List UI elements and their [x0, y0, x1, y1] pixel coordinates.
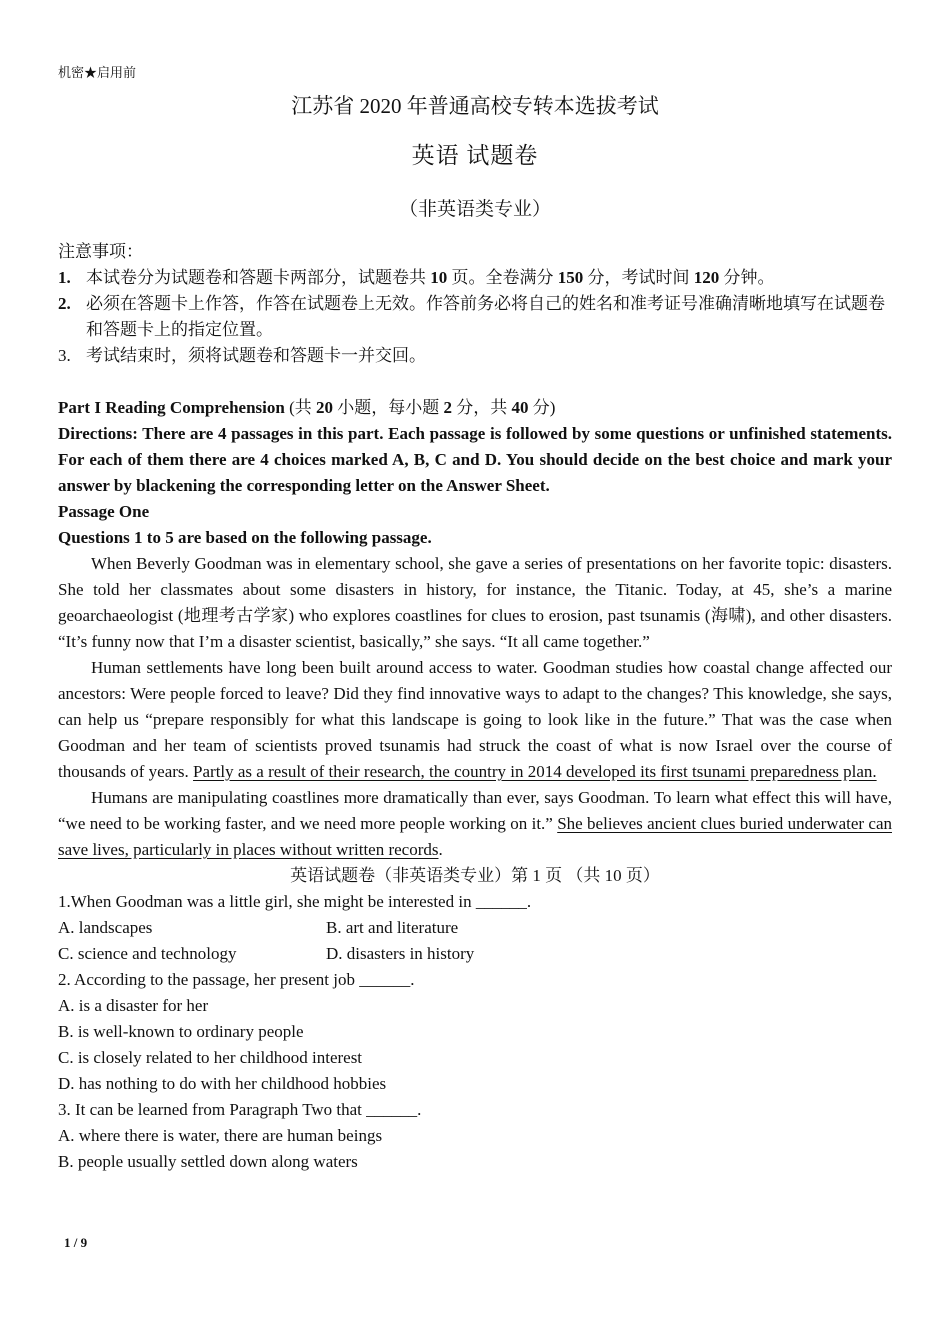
paragraph-text: Humans are manipulating coastlines more dramatically than ever, says Goodman. To learn what effect this will have, “we need to be working faster, and we need more people working on it.”: [58, 788, 892, 833]
notice-item-number: 3.: [58, 346, 71, 365]
option-d: D. disasters in history: [326, 944, 475, 963]
underlined-sentence: She believes ancient clues buried underwater can save lives, particularly in places without written records: [58, 814, 892, 859]
part1-points-each: 2: [443, 398, 453, 417]
page-footer: 英语试题卷（非英语类专业）第 1 页 （共 10 页）: [290, 866, 660, 885]
notice-item-text: 考试结束时，须将试题卷和答题卡一并交回。: [86, 346, 426, 365]
passage-label: Passage One: [58, 502, 150, 521]
notice-item-text: [86, 265, 892, 291]
part1-title-text: Part I Reading Comprehension: [58, 398, 285, 417]
option-c: C. is closely related to her childhood interest: [58, 1048, 363, 1067]
notice-heading: 注意事项：: [58, 242, 143, 261]
notice-page-count: 10: [430, 268, 448, 287]
notice-item-number: 2.: [58, 294, 71, 313]
notice-total-score: 150: [557, 268, 584, 287]
passage-paragraph-3: [58, 785, 892, 863]
notice-item-number: 1.: [58, 268, 71, 287]
option-c: C. science and technology: [58, 944, 237, 963]
paragraph-text: .: [438, 840, 443, 859]
passage-paragraph-2: [58, 655, 892, 785]
notice-item-text: 必须在答题卡上作答，作答在试题卷上无效。作答前务必将自己的姓名和准考证号准确清晰地填写在试题卷和答题卡上的指定位置。: [86, 294, 885, 339]
question-2: 2. According to the passage, her present job ______.: [58, 970, 415, 989]
spacer: [58, 369, 892, 395]
notice-text-fragment: 页。全卷满分: [447, 268, 558, 287]
options-row: [58, 941, 892, 967]
part1-title-fragment: (共: [284, 398, 317, 417]
underlined-sentence: Partly as a result of their research, the country in 2014 developed its first tsunami preparedness plan.: [193, 762, 877, 781]
option-b: B. is well-known to ordinary people: [58, 1022, 304, 1041]
option-b: B. people usually settled down along waters: [58, 1152, 358, 1171]
page-indicator: 1 / 9: [64, 1235, 88, 1250]
notice-item-1: [58, 265, 892, 291]
exam-title: 江苏省 2020 年普通高校专转本选拔考试: [291, 94, 659, 118]
exam-content: [58, 239, 892, 1175]
option-a: A. landscapes: [58, 918, 153, 937]
question-1: 1.When Goodman was a little girl, she might be interested in ______.: [58, 892, 532, 911]
passage-paragraph-1: When Beverly Goodman was in elementary school, she gave a series of presentations on her favorite topic: disasters. She told her classmates about some disasters in history, for instance, the Titanic. Today, at 45, she’s a marine geoarchaeologist (地理考古学家) who explores coastlines for clues to erosion, past tsunamis (海啸), and other disasters. “It’s funny now that I’m a disaster scientist, basically,” she says. “It all came together.”: [58, 554, 892, 651]
notice-item-2: [58, 291, 892, 343]
option-a: A. where there is water, there are human beings: [58, 1126, 383, 1145]
notice-text-fragment: 本试卷分为试题卷和答题卡两部分，试题卷共: [86, 268, 431, 287]
notice-exam-minutes: 120: [693, 268, 720, 287]
directions: Directions: There are 4 passages in this part. Each passage is followed by some questions or unfinished statements. For each of them there are 4 choices marked A, B, C and D. You should decide on the best choice and mark your answer by blackening the corresponding letter on the Answer Sheet.: [58, 424, 892, 495]
notice-item-3: [58, 343, 892, 369]
notice-text-fragment: 分，考试时间: [583, 268, 694, 287]
part1-total-points: 40: [511, 398, 529, 417]
notice-text-fragment: 分钟。: [719, 268, 775, 287]
part1-question-count: 20: [316, 398, 334, 417]
question-3: 3. It can be learned from Paragraph Two that ______.: [58, 1100, 422, 1119]
subject-title: 英语 试题卷: [411, 143, 539, 168]
questions-intro: Questions 1 to 5 are based on the following passage.: [58, 528, 432, 547]
option-b: B. art and literature: [326, 918, 459, 937]
part1-title: [58, 395, 892, 421]
option-a: A. is a disaster for her: [58, 996, 209, 1015]
part1-title-fragment: 小题，每小题: [333, 398, 444, 417]
paragraph-text: Human settlements have long been built around access to water. Goodman studies how coastal change affected our ancestors: Were people forced to leave? Did they find innovative ways to adapt to the changes? This knowledge, she says, can help us “prepare responsibly for what this landscape is going to look like in the future.” That was the case when Goodman and her team of scientists proved tsunamis had struck the coast of what is now Israel over the course of thousands of years.: [58, 658, 892, 781]
confidential-mark: 机密★启用前: [58, 65, 137, 80]
options-row: [58, 915, 892, 941]
part1-title-fragment: 分): [528, 398, 556, 417]
option-d: D. has nothing to do with her childhood hobbies: [58, 1074, 387, 1093]
category-subtitle: （非英语类专业）: [398, 199, 551, 220]
part1-title-fragment: 分，共: [452, 398, 512, 417]
